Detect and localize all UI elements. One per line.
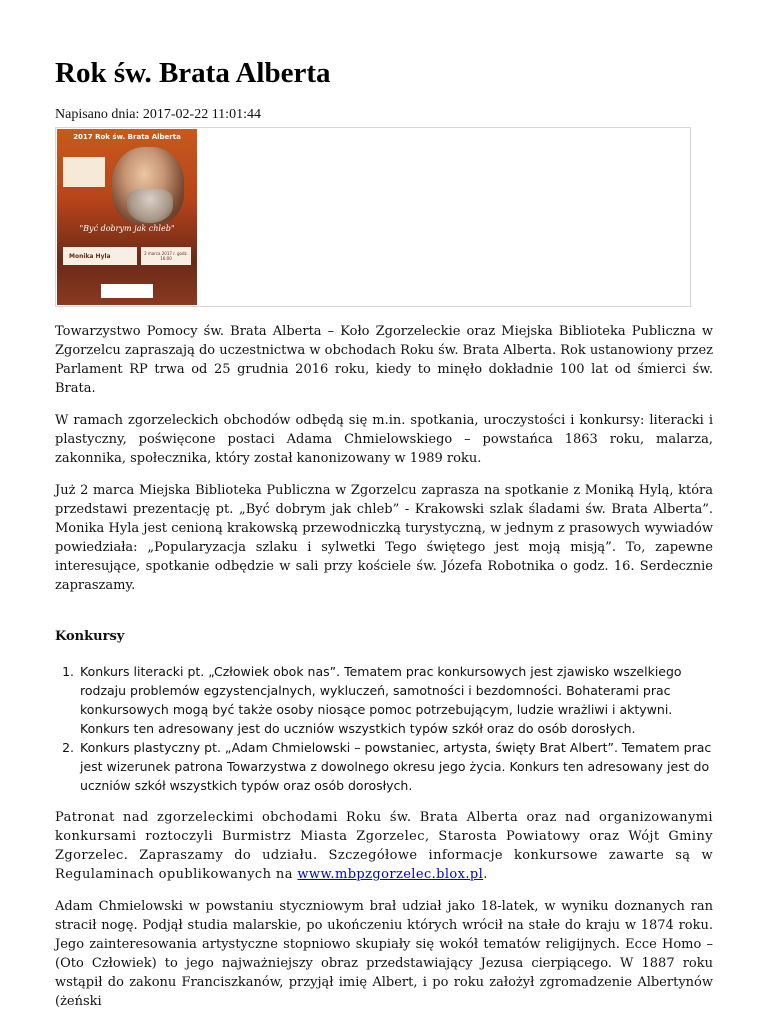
poster-guest-box — [63, 247, 137, 265]
poster-info-box — [63, 157, 105, 187]
publish-date: Napisano dnia: 2017-02-22 11:01:44 — [55, 107, 261, 122]
paragraph-celebrations: W ramach zgorzeleckich obchodów odbędą się m.in. spotkania, uroczystości i konkursy: literacki i plastyczny, poświęcone postaci Adama Chmielowskiego – powstańca 1863 roku, malarza, zakonnika, społecznika, który został kanonizowany w 1989 roku. — [55, 413, 713, 466]
sponsor-logos-icon — [101, 284, 153, 298]
paragraph-meeting: Już 2 marca Miejska Biblioteka Publiczna w Zgorzelcu zaprasza na spotkanie z Moniką Hylą, która przedstawi prezentację pt. „Być dobrym jak chleb” - Krakowski szlak śladami św. Brata Alberta”. Monika Hyla jest cenioną krakowską przewodniczką turystyczną, w jednym z prasowych wywiadów powiedziała: „Popularyzacja szlaku i sylwetki Tego świętego jest moją misją”. To, zapewne interesujące, spotkanie odbędzie w sali przy kościele św. Józefa Robotnika o godz. 16. Serdecznie zapraszamy. — [55, 483, 713, 593]
event-poster-image[interactable] — [57, 129, 197, 305]
contests-list — [55, 662, 713, 795]
poster-date-time: 2 marca 2017 r. godz. 16:00 — [141, 247, 191, 265]
paragraph-biography: Adam Chmielowski w powstaniu styczniowym brał udział jako 18-latek, w wyniku doznanych ran stracił nogę. Podjął studia malarskie, po ukończeniu których wrócił na stałe do kraju w 1874 roku. Jego zainteresowania artystyczne stopniowo skupiały się wokół tematów religijnych. Ecce Homo – (Oto Człowiek) to jego najważniejszy obraz przedstawiający Jezusa cierpiącego. W 1887 roku wstąpił do zakonu Franciszkanów, przyjął imię Albert, i po roku założył zgromadzenie Albertynów (żeński — [55, 899, 713, 1009]
list-item: 1. Konkurs literacki pt. „Człowiek obok nas”. Tematem prac konkursowych jest zjawisko wszelkiego rodzaju problemów egzystencjalnych, wykluczeń, samotności i bezdomności. Bohaterami prac konkursowych mogą być także osoby niosące pomoc potrzebującym, ludzie wrażliwi i aktywni. Konkurs ten adresowany jest do uczniów wszystkich typów szkół oraz do osób dorosłych. — [78, 662, 713, 738]
portrait-beard-shape — [127, 189, 173, 223]
patronage-text: Patronat nad zgorzeleckimi obchodami Roku św. Brata Alberta oraz nad organizowanymi konkursami roztoczyli Burmistrz Miasta Zgorzelec, Starosta Powiatowy oraz Wójt Gminy Zgorzelec. Zapraszamy do udziału. Szczegółowe informacje konkursowe zawarte są w Regulaminach opublikowanych na — [55, 810, 713, 882]
poster-heading: 2017 Rok św. Brata Alberta — [73, 133, 181, 141]
poster-motto: "Być dobrym jak chleb" — [79, 224, 175, 233]
poster-guest-name: Monika Hyla — [69, 253, 111, 260]
section-heading-contests: Konkursy — [55, 629, 125, 644]
list-item: 2. Konkurs plastyczny pt. „Adam Chmielowski – powstaniec, artysta, święty Brat Albert”. Tematem prac jest wizerunek patrona Towarzystwa z dowolnego okresu jego życia. Konkurs ten adresowany jest do uczniów szkół wszystkich typów oraz osób dorosłych. — [78, 738, 713, 795]
paragraph-patronage — [55, 808, 713, 884]
poster-frame — [55, 127, 691, 307]
regulations-link[interactable]: www.mbpzgorzelec.blox.pl — [297, 867, 484, 882]
paragraph-intro: Towarzystwo Pomocy św. Brata Alberta – Koło Zgorzeleckie oraz Miejska Biblioteka Publiczna w Zgorzelcu zapraszają do uczestnictwa w obchodach Roku św. Brata Alberta. Rok ustanowiony przez Parlament RP trwa od 25 grudnia 2016 roku, kiedy to minęło dokładnie 100 lat od śmierci św. Brata. — [55, 324, 714, 396]
article — [55, 0, 713, 1011]
page-title: Rok św. Brata Alberta — [55, 57, 331, 89]
patronage-end: . — [483, 867, 488, 882]
